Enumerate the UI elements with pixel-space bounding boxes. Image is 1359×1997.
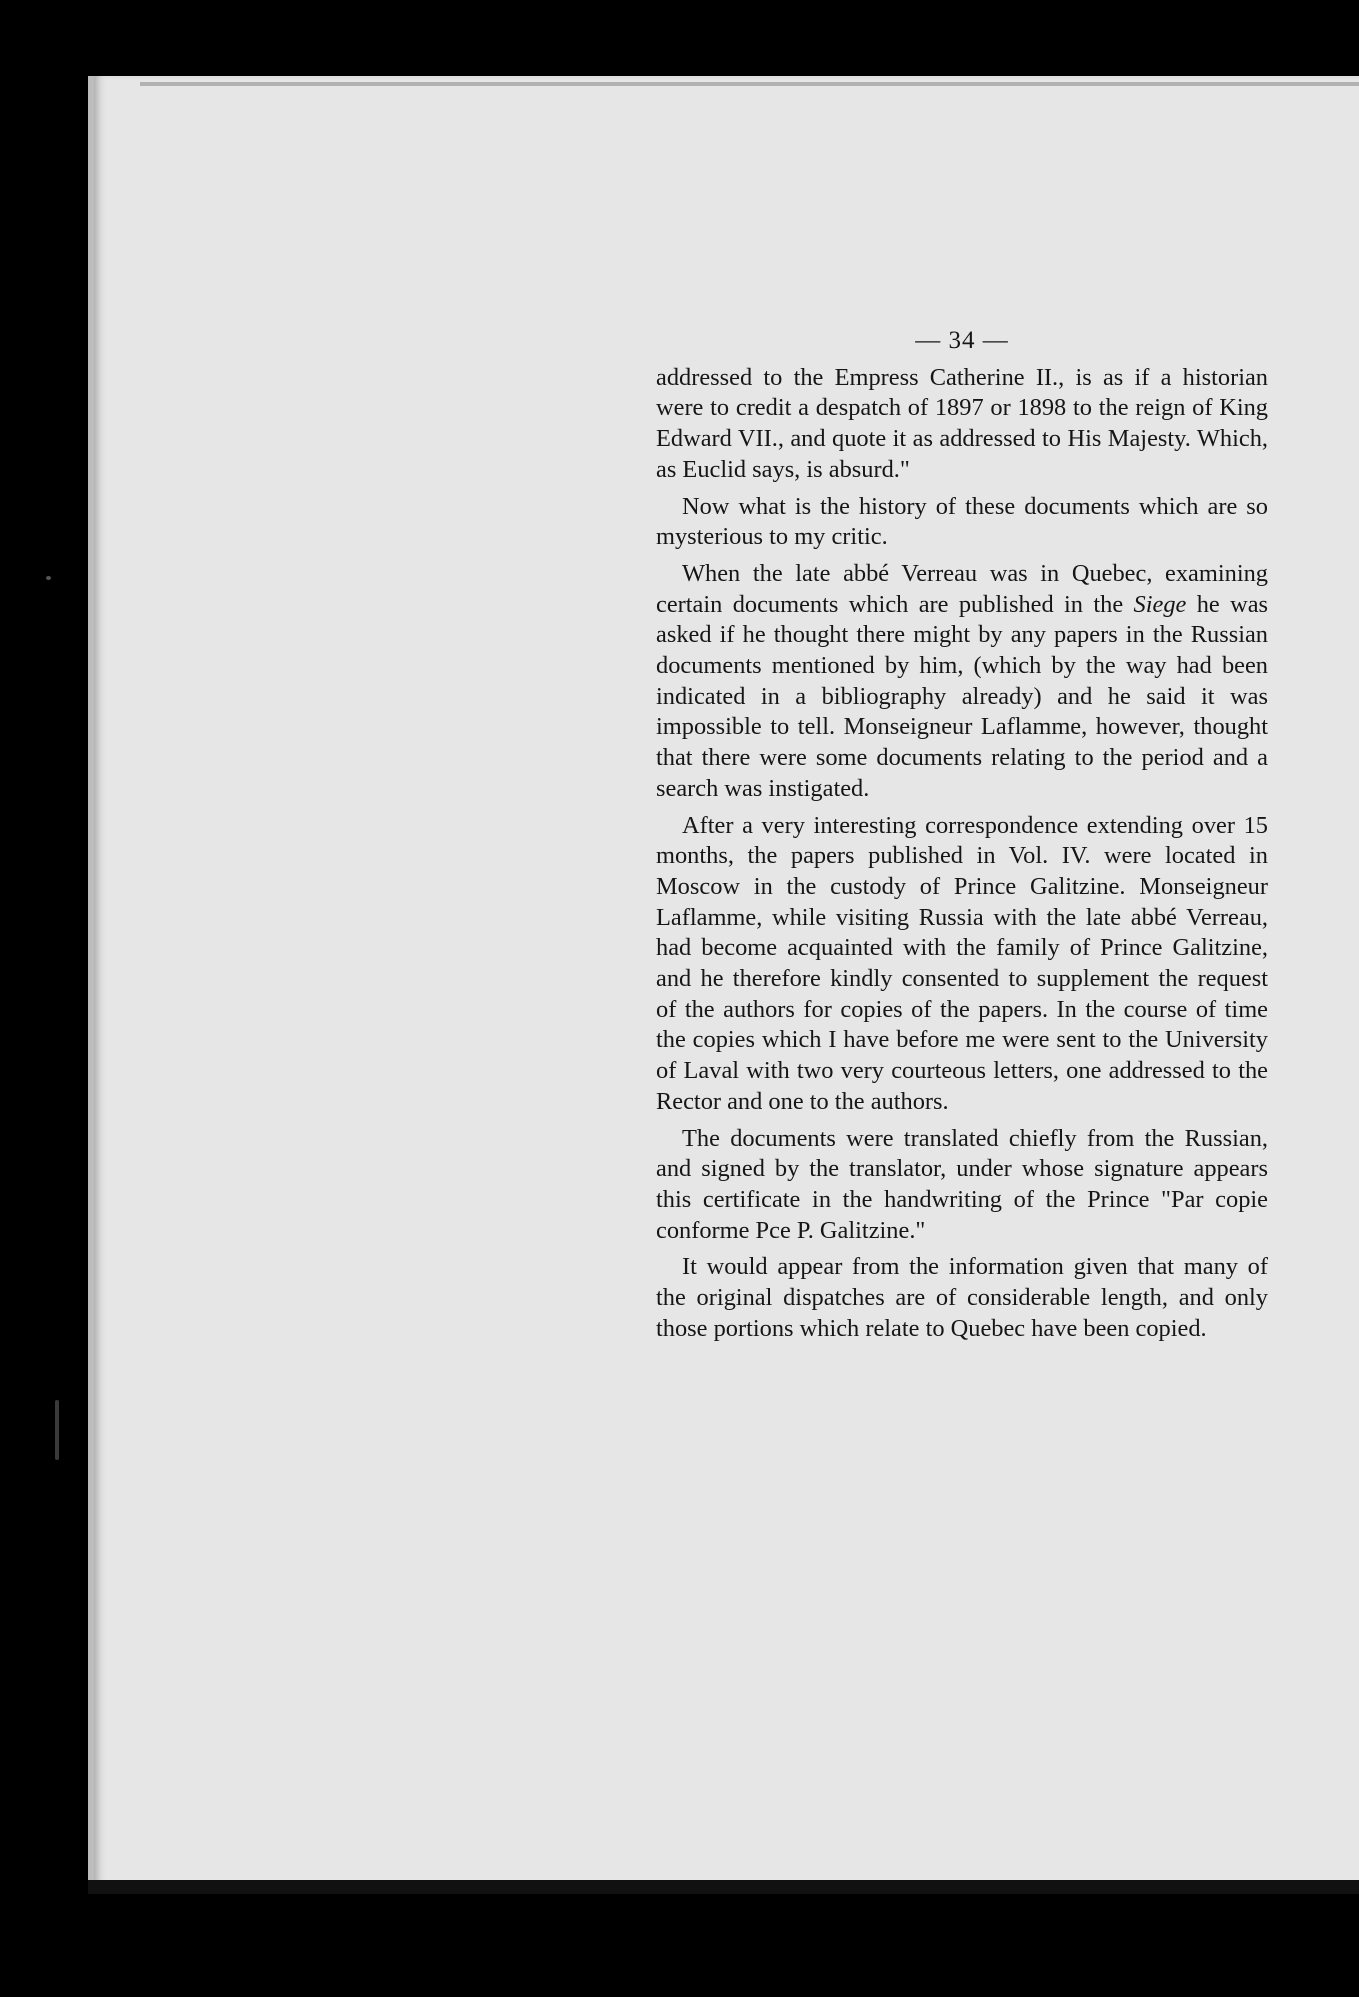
page-top-edge <box>140 82 1359 86</box>
paragraph-6 <box>656 1252 1268 1344</box>
dust-speck <box>46 576 51 580</box>
page-number: — 34 — <box>915 327 1009 354</box>
paragraph-3 <box>656 559 1268 805</box>
paragraph-text: Now what is the history of these documents which are so mysterious to my critic. <box>656 492 1268 551</box>
paragraph-4 <box>656 811 1268 1118</box>
paragraph-text: The documents were translated chiefly from the Russian, and signed by the translator, under whose signature appears this certificate in the handwriting of the Prince "Par copie conforme Pce P. Galitzine." <box>656 1124 1268 1244</box>
paragraph-1 <box>656 363 1268 486</box>
paragraph-text: It would appear from the information given that many of the original dispatches are of considerable length, and only those portions which relate to Quebec have been copied. <box>656 1253 1268 1342</box>
paragraph-text: After a very interesting correspondence extending over 15 months, the papers published in Vol. IV. were located in Moscow in the custody of Prince Galitzine. Monseigneur Laflamme, while visiting Russia with the late abbé Verreau, had become acquainted with the family of Prince Galitzine, and he therefore kindly consented to supplement the request of the authors for copies of the papers. In the course of time the copies which I have before me were sent to the University of Laval with two very courteous letters, one addressed to the Rector and one to the authors. <box>656 811 1268 1115</box>
dust-speck <box>55 1400 59 1460</box>
page-text <box>656 326 1268 1351</box>
paragraph-2 <box>656 492 1268 553</box>
page-bottom-edge <box>88 1880 1359 1894</box>
paragraph-text: addressed to the Empress Catherine II., is as if a historian were to credit a despatch of 1897 or 1898 to the reign of King Edward VII., and quote it as addressed to His Majesty. Which, as Euclid says, is absurd." <box>656 363 1268 483</box>
paragraph-5 <box>656 1124 1268 1247</box>
paragraph-text: he was asked if he thought there might by any papers in the Russian documents mentioned by him, (which by the way had been indicated in a bibliography already) and he said it was impossible to tell. Monseigneur Laflamme, however, thought that there were some documents relating to the period and a search was instigated. <box>656 590 1269 802</box>
paragraph-text: When the late abbé Verreau was in Quebec, examining certain documents which are published in the <box>656 559 1268 618</box>
italic-title-siege: Siege <box>1133 590 1187 618</box>
